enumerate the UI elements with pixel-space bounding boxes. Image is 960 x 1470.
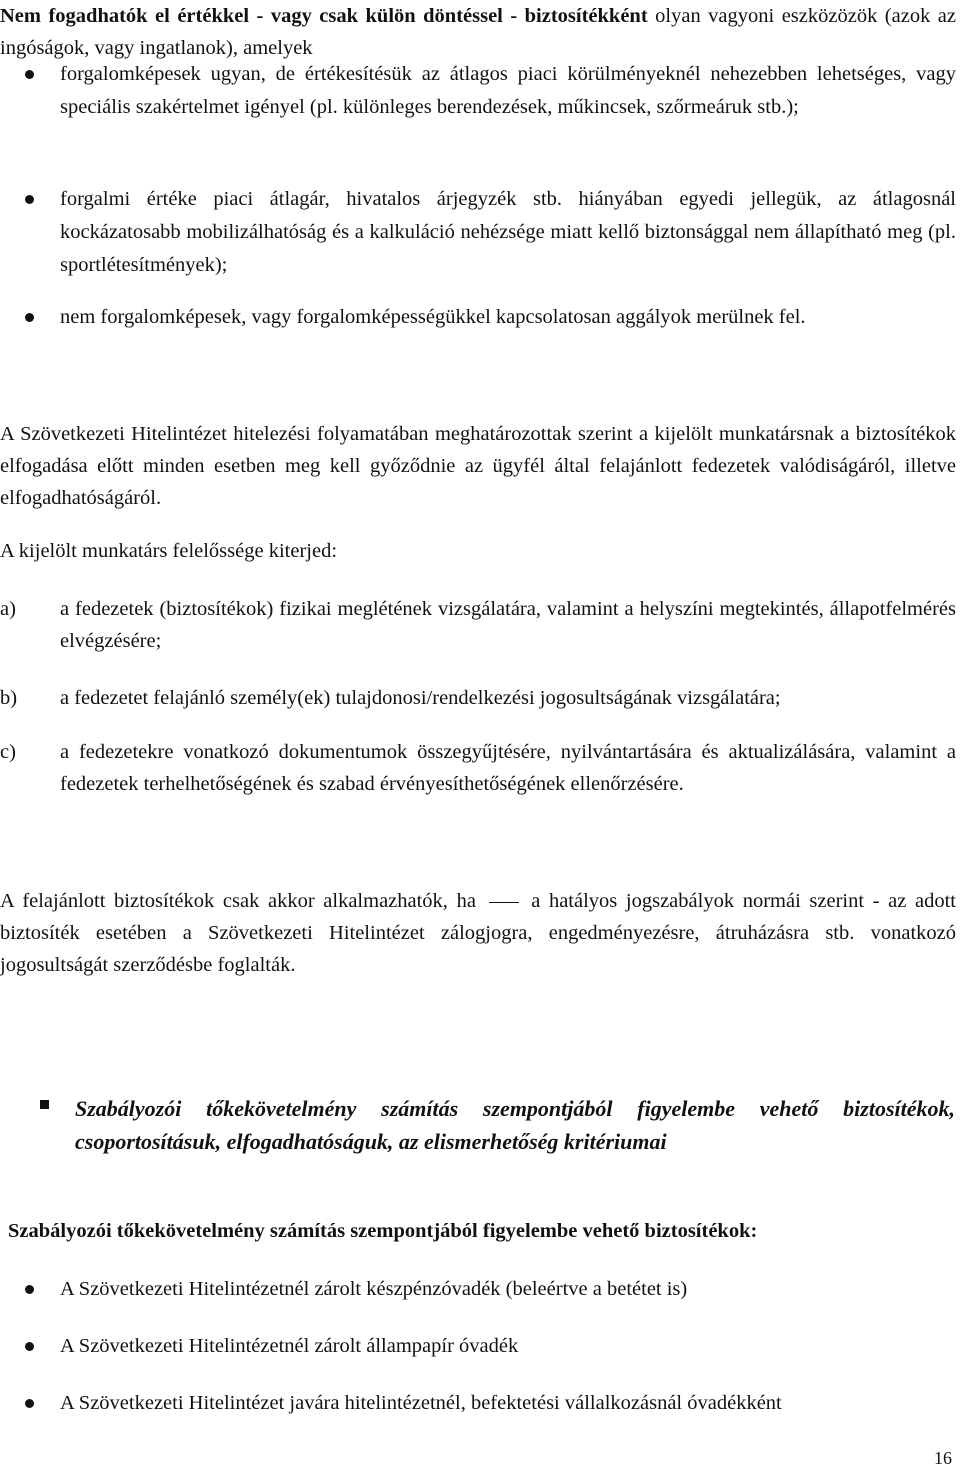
bullet-dot-icon: [25, 1285, 34, 1294]
bullet-dot-icon: [25, 313, 34, 322]
bullet-dot-icon: [25, 1342, 34, 1351]
list-item: nem forgalomképesek, vagy forgalomképességükkel kapcsolatosan aggályok merülnek fel.: [60, 306, 806, 328]
list-item: A Szövetkezeti Hitelintézetnél zárolt készpénzóvadék (beleértve a betétet is): [60, 1278, 688, 1300]
paragraph-text-after: a hatályos jogszabályok normái szerint - az adott biztosíték esetében a Szövetkezeti Hitelintézet zálogjogra, engedményezésre, átruházásra stb. vonatkozó jogosultságát szerződésbe foglalták.: [0, 890, 956, 976]
paragraph: [0, 885, 956, 981]
bullet-dot-icon: [25, 195, 34, 204]
paragraph-text-before: A felajánlott biztosítékok csak akkor alkalmazhatók, ha: [0, 890, 476, 912]
intro-bold-text: Nem fogadhatók el értékkel - vagy csak külön döntéssel - biztosítékként: [0, 5, 648, 27]
intro-rest-text: olyan vagyoni eszközözök (azok az ingóságok, vagy ingatlanok), amelyek: [0, 5, 957, 59]
section-heading: Szabályozói tőkekövetelmény számítás szempontjából figyelembe vehető biztosítékok, csoportosításuk, elfogadhatóságuk, az elismerhetőség kritériumai: [75, 1096, 955, 1154]
bullet-dot-icon: [25, 70, 34, 79]
paragraph: A kijelölt munkatárs felelőssége kiterjed:: [0, 540, 338, 562]
list-letter: a): [0, 598, 16, 620]
bullet-dot-icon: [25, 1399, 34, 1408]
subheading: Szabályozói tőkekövetelmény számítás szempontjából figyelembe vehető biztosítékok:: [8, 1220, 758, 1242]
list-letter: b): [0, 687, 18, 709]
square-bullet-icon: [40, 1100, 49, 1109]
page-number: 16: [934, 1448, 952, 1468]
paragraph: A Szövetkezeti Hitelintézet hitelezési folyamatában meghatározottak szerint a kijelölt munkatársnak a biztosítékok elfogadása előtt minden esetben meg kell győződnie az ügyfél által felajánlott fedezetek valódiságáról, illetve elfogadhatóságáról.: [0, 423, 956, 509]
dash-line: [489, 902, 519, 903]
list-item: forgalomképesek ugyan, de értékesítésük az átlagos piaci körülményeknél nehezebben lehetséges, vagy speciális szakértelmet igényel (pl. különleges berendezések, műkincsek, szőrmeáruk stb.);: [60, 63, 956, 118]
list-item: a fedezetet felajánló személy(ek) tulajdonosi/rendelkezési jogosultságának vizsgálatára;: [60, 687, 781, 709]
list-item: forgalmi értéke piaci átlagár, hivatalos árjegyzék stb. hiányában egyedi jellegük, az átlagosnál kockázatosabb mobilizálhatóság és a kalkuláció nehézsége miatt kellő biztonsággal nem állapítható meg (pl. sportlétesítmények);: [60, 188, 956, 276]
list-item: A Szövetkezeti Hitelintézet javára hitelintézetnél, befektetési vállalkozásnál óvadékként: [60, 1392, 782, 1414]
intro-paragraph: [0, 0, 956, 64]
list-item: a fedezetek (biztosítékok) fizikai meglétének vizsgálatára, valamint a helyszíni megtekintés, állapotfelmérés elvégzésére;: [60, 598, 956, 652]
list-item: a fedezetekre vonatkozó dokumentumok összegyűjtésére, nyilvántartására és aktualizálására, valamint a fedezetek terhelhetőségének és szabad érvényesíthetőségének ellenőrzésére.: [60, 741, 956, 795]
list-item: A Szövetkezeti Hitelintézetnél zárolt állampapír óvadék: [60, 1335, 519, 1357]
list-letter: c): [0, 741, 16, 763]
